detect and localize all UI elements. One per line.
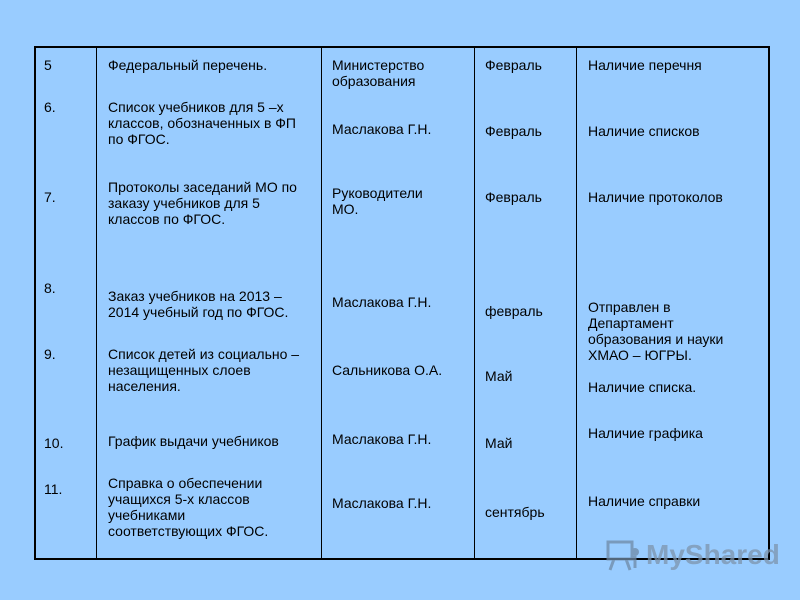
- result-line: Наличие протоколов: [588, 189, 723, 205]
- result-line: Наличие перечня: [588, 57, 702, 73]
- column-divider: [576, 48, 577, 558]
- event-cell: [108, 179, 297, 227]
- responsible-line: МО.: [332, 201, 359, 217]
- deadline-cell: Февраль: [485, 189, 542, 205]
- result-cell: [588, 123, 700, 139]
- event-line: График выдачи учебников: [108, 433, 279, 449]
- row-number: 5: [44, 57, 52, 73]
- blackboard-icon: [606, 538, 640, 572]
- responsible-line: образования: [332, 73, 416, 89]
- row-number: 8.: [44, 280, 56, 296]
- row-number: 7.: [44, 189, 56, 205]
- event-line: населения.: [108, 378, 181, 394]
- responsible-line: Руководители: [332, 185, 423, 201]
- responsible-cell: [332, 495, 431, 511]
- event-line: незащищенных слоев: [108, 362, 251, 378]
- event-line: по ФГОС.: [108, 131, 170, 147]
- responsible-cell: [332, 57, 424, 89]
- row-number: 9.: [44, 346, 56, 362]
- column-divider: [474, 48, 475, 558]
- result-line: Отправлен в: [588, 299, 671, 315]
- event-line: классов, обозначенных в ФП: [108, 115, 296, 131]
- deadline-cell: Май: [485, 368, 513, 384]
- row-number: 6.: [44, 99, 56, 115]
- event-line: соответствующих ФГОС.: [108, 523, 269, 539]
- result-cell: [588, 299, 723, 363]
- deadline-cell: Февраль: [485, 123, 542, 139]
- event-line: классов по ФГОС.: [108, 211, 226, 227]
- deadline-cell: сентябрь: [485, 504, 545, 520]
- responsible-line: Маслакова Г.Н.: [332, 294, 432, 310]
- result-cell: [588, 379, 696, 395]
- result-cell: [588, 493, 700, 509]
- result-line: образования и науки: [588, 331, 724, 347]
- column-divider: [321, 48, 322, 558]
- result-line: Наличие справки: [588, 493, 701, 509]
- event-cell: [108, 288, 288, 320]
- deadline-cell: Май: [485, 435, 513, 451]
- deadline-cell: Февраль: [485, 57, 542, 73]
- responsible-cell: [332, 294, 431, 310]
- responsible-line: Министерство: [332, 57, 425, 73]
- result-line: ХМАО – ЮГРЫ.: [588, 347, 692, 363]
- result-line: Наличие списков: [588, 123, 700, 139]
- event-cell: [108, 346, 299, 394]
- event-line: учащихся 5-х классов: [108, 491, 250, 507]
- event-line: учебниками: [108, 507, 186, 523]
- event-cell: [108, 433, 279, 449]
- responsible-cell: [332, 362, 442, 378]
- responsible-line: Маслакова Г.Н.: [332, 121, 432, 137]
- watermark-text: MyShared: [646, 539, 780, 570]
- event-line: Справка о обеспечении: [108, 475, 263, 491]
- responsible-cell: [332, 431, 431, 447]
- responsible-line: Маслакова Г.Н.: [332, 495, 432, 511]
- watermark: [606, 538, 780, 572]
- deadline-cell: февраль: [485, 303, 543, 319]
- plan-table: [34, 46, 770, 560]
- event-cell: [108, 475, 268, 539]
- event-line: Список учебников для 5 –х: [108, 99, 284, 115]
- responsible-line: Сальникова О.А.: [332, 362, 443, 378]
- result-line: Наличие графика: [588, 425, 703, 441]
- result-line: Наличие списка.: [588, 379, 697, 395]
- responsible-line: Маслакова Г.Н.: [332, 431, 432, 447]
- event-line: Федеральный перечень.: [108, 57, 268, 73]
- responsible-cell: [332, 121, 431, 137]
- row-number: 11.: [44, 481, 63, 497]
- row-number: 10.: [44, 435, 64, 451]
- responsible-cell: [332, 185, 423, 217]
- column-divider: [96, 48, 97, 558]
- result-cell: [588, 189, 723, 205]
- result-cell: [588, 425, 703, 441]
- result-line: Департамент: [588, 315, 674, 331]
- event-line: Протоколы заседаний МО по: [108, 179, 297, 195]
- event-line: Заказ учебников на 2013 –: [108, 288, 282, 304]
- event-line: 2014 учебный год по ФГОС.: [108, 304, 289, 320]
- result-cell: [588, 57, 702, 73]
- event-line: Список детей из социально –: [108, 346, 300, 362]
- event-line: заказу учебников для 5: [108, 195, 260, 211]
- event-cell: [108, 99, 296, 147]
- event-cell: [108, 57, 267, 73]
